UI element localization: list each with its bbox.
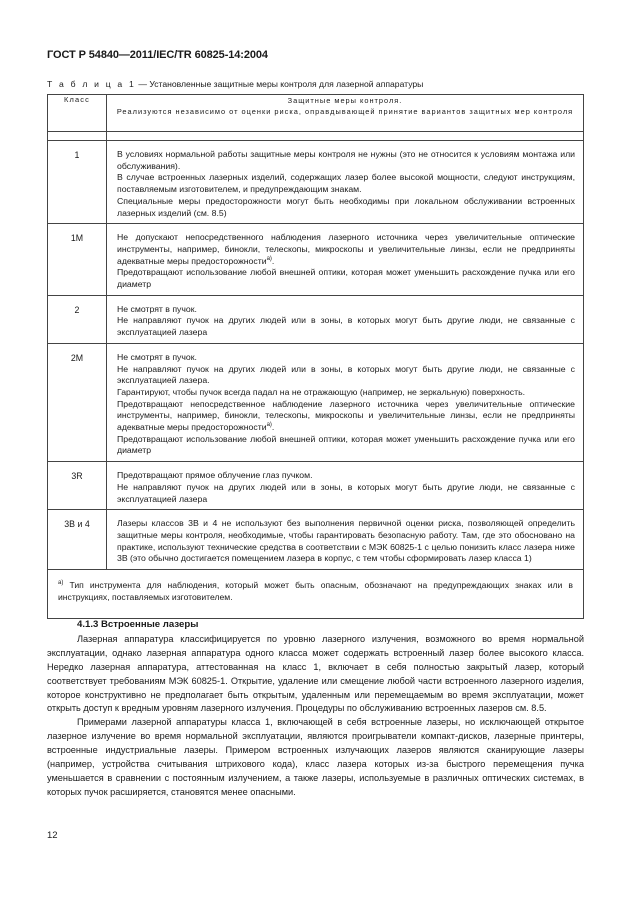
measure-line: В случае встроенных лазерных изделий, содержащих лазер более высокой мощности, следуют инструкциям, поставляемым изготовителем, и предупреждающим знакам. (117, 172, 575, 195)
footnote-text: Тип инструмента для наблюдения, который может быть опасным, обозначают на предупреждающих знаках или в инструкциях, поставляемых изготовителем. (58, 580, 573, 602)
table-footnote-row (48, 570, 584, 618)
measures-cell (107, 510, 584, 570)
footnote-mark: а) (58, 580, 64, 587)
measure-line: Гарантируют, чтобы пучок всегда падал на не отражающую (например, не зеркальную) поверхность. (117, 386, 526, 397)
page-number: 12 (47, 830, 58, 841)
measure-line: Предотвращают использование любой внешней оптики, которая может уменьшить расхождение пучка или его диаметр (117, 433, 575, 456)
laser-class-cell: 2M (48, 343, 107, 461)
measure-line: Не смотрят в пучок. (117, 351, 197, 362)
measure-line: Не направляют пучок на других людей или в зоны, в которых могут быть другие люди, не связанные с эксплуатацией лазера (117, 315, 575, 338)
footnote-reference: а) (266, 422, 272, 429)
measure-line: Не направляют пучок на других людей или в зоны, в которых могут быть другие люди, не связанные с эксплуатацией лазера (117, 481, 575, 504)
footnote-reference: а) (266, 255, 272, 262)
section-paragraph-2: Примерами лазерной аппаратуры класса 1, включающей в себя встроенные лазеры, но исключающей открытое лазерное излучение во время нормальной эксплуатации, являются проигрыватели компакт-дисков, лазерные принтеры, встроенные индустриальные лазеры. Примером встроенных излучающих лазеров являются сканирующие лазеры (например, устройства считывания штрихового кода), класс лазера которых из-за быстрого перемещения пучка уменьшается в сравнении с постоянным излучением, а также лазеры, используемые в различных оптических системах, в которых пучок расширяется, становятся менее опасными. (47, 717, 584, 797)
section-embedded-lasers (47, 618, 584, 800)
table-row (48, 510, 584, 570)
table-row (48, 343, 584, 461)
table-row (48, 224, 584, 296)
column-header-measures (107, 95, 584, 132)
document-header: ГОСТ Р 54840—2011/IEC/TR 60825-14:2004 (47, 49, 268, 61)
column-header-measures-line2: Реализуются независимо от оценки риска, оправдывающей принятие вариантов защитных мер контроля (116, 107, 574, 116)
measures-cell (107, 343, 584, 461)
measures-cell (107, 462, 584, 510)
measures-cell (107, 224, 584, 296)
laser-class-cell: 3R (48, 462, 107, 510)
section-paragraph-1: Лазерная аппаратура классифицируется по уровню лазерного излучения, возможного во время нормальной эксплуатации, однако лазерная аппаратура одного класса может содержать встроенный лазер более высокого класса. Нередко лазерная аппаратура, аттестованная на класс 1, включает в себя полностью закрытый лазер, который соответствует требованиям МЭК 60825-1. Открытие, удаление или смещение любой части встроенного лазерного изделия, которое конструктивно не предполагает быть открытым, удаленным или перемещаемым во время эксплуатации, может открыть доступ к вредным уровням лазерного излучения. Процедуры по обслуживанию встроенных лазеров см. 8.5. (47, 633, 584, 714)
table-caption-text: — Установленные защитные меры контроля для лазерной аппаратуры (135, 79, 424, 89)
column-header-class: Класс (48, 95, 107, 132)
measure-line: Специальные меры предосторожности могут быть необходимы при локальном обслуживании встроенных лазерных изделий (см. 8.5) (117, 195, 575, 218)
table-caption (47, 79, 423, 89)
table-row (48, 462, 584, 510)
column-header-measures-line1: Защитные меры контроля. (287, 96, 403, 105)
measure-line: Не допускают непосредственного наблюдения лазерного источника через увеличительные оптические инструменты, например, бинокли, телескопы, микроскопы и увеличительные линзы, если не предприняты адекватные меры предосторожности$^{а)}$. (117, 232, 575, 266)
table-row (48, 141, 584, 224)
table-row (48, 295, 584, 343)
measure-line: Не смотрят в пучок. (117, 303, 197, 314)
measures-cell (107, 295, 584, 343)
laser-class-cell: 3B и 4 (48, 510, 107, 570)
laser-class-cell: 1M (48, 224, 107, 296)
measure-line: Не направляют пучок на других людей или в зоны, в которых могут быть другие люди, не связанные с эксплуатацией лазера. (117, 363, 575, 386)
measure-line: Предотвращают непосредственное наблюдение лазерного источника через увеличительные оптические инструменты, например, бинокли, телескопы, микроскопы и увеличительные линзы, если не предприняты адекватные меры предосторожности$^{а)}$. (117, 398, 575, 433)
table-footnote (48, 570, 584, 618)
laser-class-cell: 2 (48, 295, 107, 343)
measure-line: Лазеры классов 3B и 4 не используют без выполнения первичной оценки риска, позволяющей определить защитные меры контроля, необходимые, чтобы гарантировать безопасную работу. Там, где это обосновано на практике, используют технические средства в соответствии с МЭК 60825-1 с целью понизить класс лазера ниже 3B (это обычно достигается помещением лазера в корпус, с тем чтобы сформировать лазер класса 1) (117, 518, 575, 564)
measure-line: Предотвращают использование любой внешней оптики, которая может уменьшить расхождение пучка или его диаметр (117, 267, 575, 290)
table-spacer-row (48, 132, 584, 141)
laser-measures-table (47, 94, 584, 619)
measure-line: В условиях нормальной работы защитные меры контроля не нужны (это не относится к условиям монтажа или обслуживания). (117, 149, 575, 171)
measures-cell (107, 141, 584, 224)
table-body (48, 141, 584, 570)
measure-line: Предотвращают прямое облучение глаз пучком. (117, 470, 313, 481)
section-heading: 4.1.3 Встроенные лазеры (77, 619, 199, 630)
table-header-row (48, 95, 584, 132)
table-caption-prefix: Т а б л и ц а 1 (47, 79, 136, 89)
laser-class-cell: 1 (48, 141, 107, 224)
